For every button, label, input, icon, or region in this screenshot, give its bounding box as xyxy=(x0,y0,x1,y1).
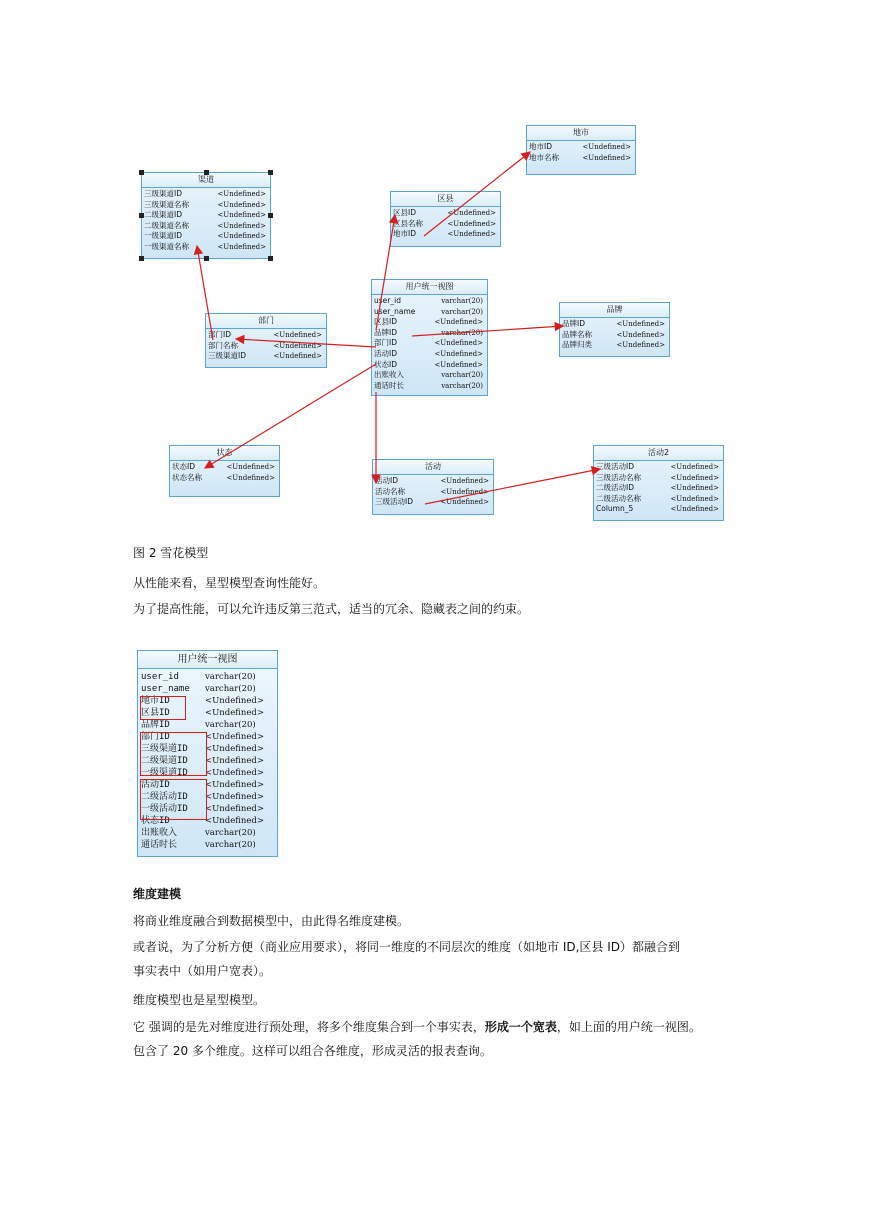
column-type: <Undefined> xyxy=(670,473,719,482)
table-huodong2[interactable] xyxy=(593,445,724,521)
column-name: 地市ID xyxy=(529,142,552,151)
column-type: <Undefined> xyxy=(205,804,264,814)
column-type: <Undefined> xyxy=(205,696,264,706)
column-name: 区县ID xyxy=(374,317,397,327)
column-type: varchar(20) xyxy=(441,297,483,305)
table-rows xyxy=(170,461,279,484)
column-name: 状态ID xyxy=(374,359,397,369)
table-row xyxy=(141,683,274,695)
column-type: <Undefined> xyxy=(434,318,483,327)
table-title: 活动2 xyxy=(594,446,723,461)
table-row xyxy=(374,370,485,381)
column-name: user_id xyxy=(374,296,401,305)
table-row xyxy=(375,487,491,498)
table-row xyxy=(374,296,485,307)
table-rows xyxy=(560,318,669,352)
table-title: 状态 xyxy=(170,446,279,461)
column-type: varchar(20) xyxy=(441,381,483,390)
table-row xyxy=(374,360,485,371)
table-row xyxy=(144,242,268,253)
table-row xyxy=(596,494,721,505)
column-name: 二级渠道ID xyxy=(144,210,182,220)
table-row xyxy=(562,340,667,351)
table-rows xyxy=(594,461,723,516)
column-type: varchar(20) xyxy=(205,828,256,838)
column-name: 部门ID xyxy=(374,338,397,348)
selection-handle[interactable] xyxy=(139,213,144,218)
paragraph: 为了提高性能，可以允许违反第三范式，适当的冗余、隐藏表之间的约束。 xyxy=(133,602,530,616)
column-type: varchar(20) xyxy=(205,684,256,694)
paragraph: 包含了 20 多个维度。这样可以组合各维度，形成灵活的报表查询。 xyxy=(133,1044,492,1058)
column-type: <Undefined> xyxy=(217,211,266,220)
table-row xyxy=(375,476,491,487)
column-type: <Undefined> xyxy=(670,505,719,514)
paragraph: 将商业维度融合到数据模型中，由此得名维度建模。 xyxy=(133,914,410,928)
column-name: 三级渠道ID xyxy=(144,189,182,198)
table-title: 地市 xyxy=(527,126,635,141)
column-name: 活动名称 xyxy=(375,486,405,496)
column-name: 部门ID xyxy=(141,732,170,742)
table-row xyxy=(596,483,721,494)
table-row xyxy=(529,153,633,164)
column-type: <Undefined> xyxy=(205,708,264,718)
table-title: 用户统一视图 xyxy=(372,280,487,295)
table-row xyxy=(144,210,268,221)
column-name: 三级渠道名称 xyxy=(144,199,189,209)
column-name: 状态ID xyxy=(141,816,170,826)
table-rows xyxy=(142,188,270,254)
table-row xyxy=(374,317,485,328)
column-name: 三级活动ID xyxy=(596,462,634,471)
column-name: 部门ID xyxy=(208,330,231,339)
section-heading: 维度建模 xyxy=(133,887,182,901)
column-name: 品牌ID xyxy=(562,319,585,328)
table-row xyxy=(375,497,491,508)
table-dishi[interactable] xyxy=(526,125,636,175)
column-type: <Undefined> xyxy=(205,792,264,802)
column-name: 二级活动ID xyxy=(141,792,188,802)
paragraph-text: 它 强调的是先对维度进行预处理，将多个维度集合到一个事实表， xyxy=(133,1020,485,1034)
column-type: <Undefined> xyxy=(670,484,719,493)
column-name: 品牌归类 xyxy=(562,340,592,350)
table-rows xyxy=(527,141,635,164)
figure-caption: 图 2 雪花模型 xyxy=(133,546,209,560)
table-row xyxy=(208,351,324,362)
column-type: <Undefined> xyxy=(434,360,483,369)
column-type: varchar(20) xyxy=(205,720,256,730)
highlight-box-region xyxy=(140,696,186,720)
column-type: <Undefined> xyxy=(616,320,665,328)
paragraph: 或者说，为了分析方便（商业应用要求），将同一维度的不同层次的维度（如地市 ID,区县 ID）都融合到 xyxy=(133,940,681,954)
column-type: <Undefined> xyxy=(440,498,489,507)
table-row xyxy=(141,839,274,851)
table-bumen[interactable] xyxy=(205,313,327,368)
table-zhuangtai[interactable] xyxy=(169,445,280,497)
table-title: 活动 xyxy=(373,460,493,475)
column-type: <Undefined> xyxy=(670,494,719,503)
highlight-box-channel xyxy=(140,732,207,776)
column-name: 一级渠道ID xyxy=(141,768,188,778)
column-name: 品牌ID xyxy=(141,720,170,730)
selection-handle[interactable] xyxy=(139,256,144,261)
column-type: <Undefined> xyxy=(447,230,496,239)
table-row xyxy=(393,229,498,240)
column-name: 通话时长 xyxy=(374,380,404,390)
table-row xyxy=(141,671,274,683)
column-name: 活动ID xyxy=(141,780,170,790)
column-name: 活动ID xyxy=(375,476,398,485)
paragraph: 维度模型也是星型模型。 xyxy=(133,993,266,1007)
table-view[interactable] xyxy=(371,279,488,396)
paragraph xyxy=(133,1017,701,1037)
column-type: <Undefined> xyxy=(434,339,483,348)
column-name: 品牌ID xyxy=(374,327,397,337)
column-name: user_name xyxy=(374,306,416,316)
table-row xyxy=(208,330,324,341)
paragraph: 事实表中（如用户宽表）。 xyxy=(133,964,272,978)
selection-handle[interactable] xyxy=(204,256,209,261)
column-name: 地市ID xyxy=(393,229,416,239)
column-name: 出账收入 xyxy=(374,370,404,380)
column-name: user_id xyxy=(141,672,179,682)
column-type: varchar(20) xyxy=(441,328,483,337)
column-type: <Undefined> xyxy=(434,349,483,358)
table-row xyxy=(596,504,721,515)
table-qudao[interactable] xyxy=(141,172,271,259)
column-type: <Undefined> xyxy=(226,473,275,482)
table-row xyxy=(144,231,268,242)
table-quxian[interactable] xyxy=(390,191,501,247)
column-type: varchar(20) xyxy=(205,840,256,850)
column-type: <Undefined> xyxy=(205,744,264,754)
column-name: 三级渠道ID xyxy=(141,744,188,754)
column-name: 区县ID xyxy=(393,208,416,217)
table-title: 部门 xyxy=(206,314,326,329)
snowflake-diagram xyxy=(0,0,869,540)
column-name: 状态名称 xyxy=(172,472,202,482)
column-type: <Undefined> xyxy=(273,341,322,350)
table-row xyxy=(374,338,485,349)
selection-handle[interactable] xyxy=(204,170,209,175)
paragraph-text: ，如上面的用户统一视图。 xyxy=(556,1020,701,1034)
column-name: 区县名称 xyxy=(393,218,423,228)
column-type: <Undefined> xyxy=(616,341,665,350)
table-row xyxy=(374,307,485,318)
column-type: <Undefined> xyxy=(582,153,631,162)
table-title: 用户统一视图 xyxy=(138,651,277,669)
table-row xyxy=(144,221,268,232)
table-row xyxy=(374,328,485,339)
table-rows xyxy=(372,295,487,392)
table-row xyxy=(141,719,274,731)
selection-handle[interactable] xyxy=(268,213,273,218)
table-row xyxy=(141,827,274,839)
column-name: 二级渠道名称 xyxy=(144,220,189,230)
table-huodong[interactable] xyxy=(372,459,494,515)
column-type: <Undefined> xyxy=(217,200,266,209)
column-type: <Undefined> xyxy=(217,232,266,241)
table-row xyxy=(529,142,633,153)
bold-text: 形成一个宽表 xyxy=(484,1020,557,1034)
column-name: 一级渠道ID xyxy=(144,231,182,241)
selection-handle[interactable] xyxy=(139,170,144,175)
paragraph: 从性能来看，星型模型查询性能好。 xyxy=(133,576,326,590)
table-row xyxy=(562,319,667,330)
column-type: <Undefined> xyxy=(217,221,266,230)
column-name: 三级渠道ID xyxy=(208,351,246,361)
column-type: <Undefined> xyxy=(440,487,489,496)
highlight-box-activity xyxy=(140,779,207,820)
column-name: 部门名称 xyxy=(208,340,238,350)
column-name: 二级活动名称 xyxy=(596,493,641,503)
column-type: <Undefined> xyxy=(205,780,264,790)
column-name: 地市ID xyxy=(141,696,170,706)
column-name: user_name xyxy=(141,684,190,694)
table-row xyxy=(596,462,721,473)
table-rows xyxy=(373,475,493,509)
column-name: 地市名称 xyxy=(529,152,559,162)
column-type: <Undefined> xyxy=(582,143,631,151)
table-row xyxy=(172,473,277,484)
column-name: 三级活动ID xyxy=(375,497,413,507)
column-type: <Undefined> xyxy=(205,768,264,778)
column-name: 区县ID xyxy=(141,708,170,718)
table-row xyxy=(208,341,324,352)
column-name: 状态ID xyxy=(172,462,195,471)
table-row xyxy=(144,189,268,200)
column-type: <Undefined> xyxy=(226,463,275,471)
selection-handle[interactable] xyxy=(268,170,273,175)
column-type: <Undefined> xyxy=(273,331,322,339)
column-type: <Undefined> xyxy=(670,463,719,471)
column-name: 二级渠道ID xyxy=(141,756,188,766)
column-type: <Undefined> xyxy=(273,352,322,361)
column-type: <Undefined> xyxy=(217,190,266,198)
column-type: <Undefined> xyxy=(447,219,496,228)
table-pinpai[interactable] xyxy=(559,302,670,357)
column-name: 二级活动ID xyxy=(596,483,634,493)
table-title: 品牌 xyxy=(560,303,669,318)
column-name: 通话时长 xyxy=(141,840,178,850)
table-row xyxy=(374,349,485,360)
column-name: 品牌名称 xyxy=(562,329,592,339)
table-row xyxy=(393,219,498,230)
column-name: 一级渠道名称 xyxy=(144,241,189,251)
table-title: 渠道 xyxy=(142,173,270,188)
column-name: 一级活动ID xyxy=(141,804,188,814)
column-type: <Undefined> xyxy=(440,477,489,485)
column-type: varchar(20) xyxy=(441,371,483,380)
column-type: varchar(20) xyxy=(441,307,483,316)
column-type: <Undefined> xyxy=(447,209,496,217)
column-name: 活动ID xyxy=(374,348,397,358)
table-row xyxy=(596,473,721,484)
table-rows xyxy=(391,207,500,241)
column-name: 三级活动名称 xyxy=(596,472,641,482)
column-name: Column_5 xyxy=(596,504,634,514)
column-type: varchar(20) xyxy=(205,672,256,682)
selection-handle[interactable] xyxy=(268,256,273,261)
table-row xyxy=(374,381,485,392)
column-type: <Undefined> xyxy=(205,732,264,742)
table-row xyxy=(144,200,268,211)
table-rows xyxy=(206,329,326,363)
column-type: <Undefined> xyxy=(217,242,266,251)
column-name: 出账收入 xyxy=(141,828,178,838)
table-title: 区县 xyxy=(391,192,500,207)
table-row xyxy=(172,462,277,473)
column-type: <Undefined> xyxy=(616,330,665,339)
column-type: <Undefined> xyxy=(205,816,264,826)
table-row xyxy=(562,330,667,341)
column-type: <Undefined> xyxy=(205,756,264,766)
table-row xyxy=(393,208,498,219)
